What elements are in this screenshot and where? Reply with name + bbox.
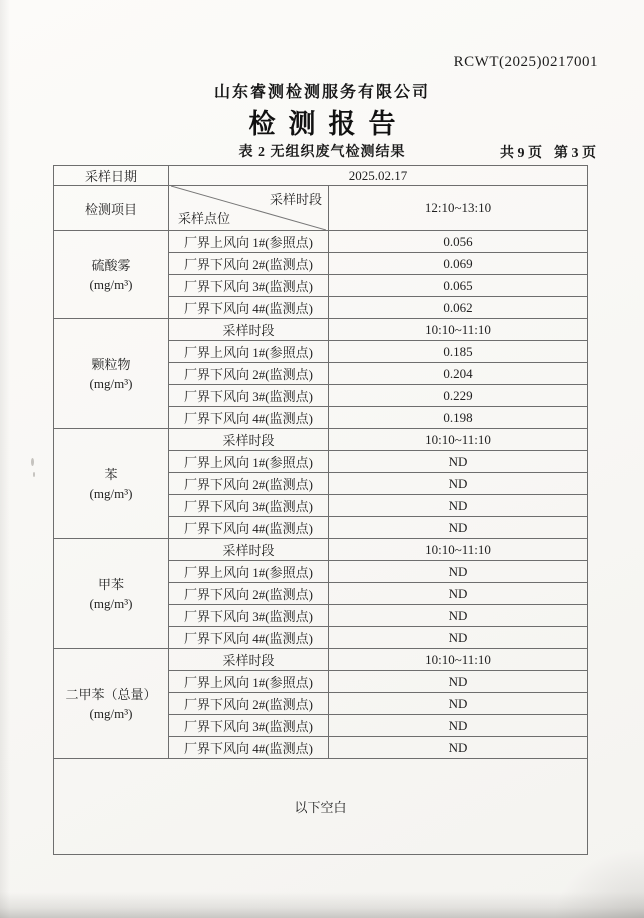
header-period-cell: 12:10~13:10 (329, 186, 588, 231)
table-row (54, 539, 588, 561)
value-cell: ND (329, 693, 588, 715)
item-label-cell: 检测项目 (54, 186, 169, 231)
sampling-date-value-cell: 2025.02.17 (169, 166, 588, 186)
point-cell: 厂界下风向 2#(监测点) (169, 583, 329, 605)
value-cell: ND (329, 715, 588, 737)
parameter-unit: (mg/m³) (89, 595, 133, 611)
point-cell: 厂界下风向 3#(监测点) (169, 715, 329, 737)
point-cell: 厂界下风向 3#(监测点) (169, 275, 329, 297)
value-cell: ND (329, 517, 588, 539)
parameter-name: 颗粒物 (91, 356, 131, 372)
value-cell: ND (329, 583, 588, 605)
period-label-cell: 采样时段 (169, 319, 329, 341)
value-cell: ND (329, 671, 588, 693)
value-cell: ND (329, 495, 588, 517)
point-cell: 厂界下风向 4#(监测点) (169, 407, 329, 429)
table-row (54, 649, 588, 671)
period-label-cell: 采样时段 (169, 539, 329, 561)
table-row (54, 166, 588, 186)
point-cell: 厂界下风向 2#(监测点) (169, 693, 329, 715)
page-indicator (500, 142, 596, 162)
table-row (54, 231, 588, 253)
diag-period-label: 采样时段 (269, 192, 322, 207)
page-current: 第 3 页 (554, 146, 596, 161)
value-cell: 0.069 (329, 253, 588, 275)
value-cell: ND (329, 605, 588, 627)
value-cell: ND (329, 737, 588, 759)
table-header-row (54, 186, 588, 231)
report-number: RCWT(2025)0217001 (453, 54, 598, 70)
parameter-unit: (mg/m³) (89, 375, 133, 391)
point-cell: 厂界下风向 4#(监测点) (169, 627, 329, 649)
scan-speck (33, 472, 35, 477)
parameter-unit: (mg/m³) (89, 705, 133, 721)
scan-speck (31, 458, 34, 466)
parameter-unit: (mg/m³) (89, 485, 133, 501)
sampling-date-label-cell: 采样日期 (54, 166, 169, 186)
point-cell: 厂界上风向 1#(参照点) (169, 341, 329, 363)
parameter-cell (54, 231, 169, 319)
company-name: 山东睿测检测服务有限公司 (213, 84, 430, 101)
parameter-name: 苯 (104, 466, 118, 482)
table-row (54, 319, 588, 341)
point-cell: 厂界下风向 3#(监测点) (169, 495, 329, 517)
value-cell: ND (329, 627, 588, 649)
period-value-cell: 10:10~11:10 (329, 539, 588, 561)
value-cell: 0.204 (329, 363, 588, 385)
diagonal-split (171, 186, 326, 230)
parameter-cell (54, 649, 169, 759)
value-cell: 0.062 (329, 297, 588, 319)
results-table (53, 165, 588, 855)
period-value-cell: 10:10~11:10 (329, 649, 588, 671)
parameter-name: 甲苯 (97, 576, 124, 592)
value-cell: 0.056 (329, 231, 588, 253)
period-value-cell: 10:10~11:10 (329, 429, 588, 451)
below-blank-cell: 以下空白 (54, 759, 588, 855)
table-caption: 表 2 无组织废气检测结果 (238, 145, 406, 160)
point-cell: 厂界上风向 1#(参照点) (169, 451, 329, 473)
point-cell: 厂界下风向 4#(监测点) (169, 737, 329, 759)
point-cell: 厂界下风向 4#(监测点) (169, 297, 329, 319)
value-cell: 0.229 (329, 385, 588, 407)
value-cell: ND (329, 451, 588, 473)
point-cell: 厂界下风向 2#(监测点) (169, 363, 329, 385)
report-title: 检测报告 (248, 109, 409, 139)
value-cell: ND (329, 561, 588, 583)
parameter-name: 硫酸雾 (91, 257, 131, 273)
point-cell: 厂界上风向 1#(参照点) (169, 561, 329, 583)
point-cell: 厂界下风向 3#(监测点) (169, 605, 329, 627)
pages-total: 共 9 页 (500, 146, 542, 161)
period-label-cell: 采样时段 (169, 649, 329, 671)
point-cell: 厂界下风向 3#(监测点) (169, 385, 329, 407)
parameter-cell (54, 539, 169, 649)
diagonal-header-cell (169, 186, 329, 231)
point-cell: 厂界下风向 4#(监测点) (169, 517, 329, 539)
value-cell: ND (329, 473, 588, 495)
point-cell: 厂界下风向 2#(监测点) (169, 473, 329, 495)
diag-point-label: 采样点位 (178, 211, 231, 226)
page-corner-curl (554, 848, 644, 918)
period-label-cell: 采样时段 (169, 429, 329, 451)
parameter-cell (54, 319, 169, 429)
scan-edge-shadow-bottom (0, 892, 644, 918)
point-cell: 厂界下风向 2#(监测点) (169, 253, 329, 275)
table-row (54, 759, 588, 855)
value-cell: 0.065 (329, 275, 588, 297)
period-value-cell: 10:10~11:10 (329, 319, 588, 341)
table-row (54, 429, 588, 451)
table-caption-row (0, 141, 644, 161)
parameter-unit: (mg/m³) (89, 276, 133, 292)
value-cell: 0.185 (329, 341, 588, 363)
parameter-name: 二甲苯（总量） (65, 686, 157, 702)
value-cell: 0.198 (329, 407, 588, 429)
point-cell: 厂界上风向 1#(参照点) (169, 231, 329, 253)
parameter-cell (54, 429, 169, 539)
point-cell: 厂界上风向 1#(参照点) (169, 671, 329, 693)
